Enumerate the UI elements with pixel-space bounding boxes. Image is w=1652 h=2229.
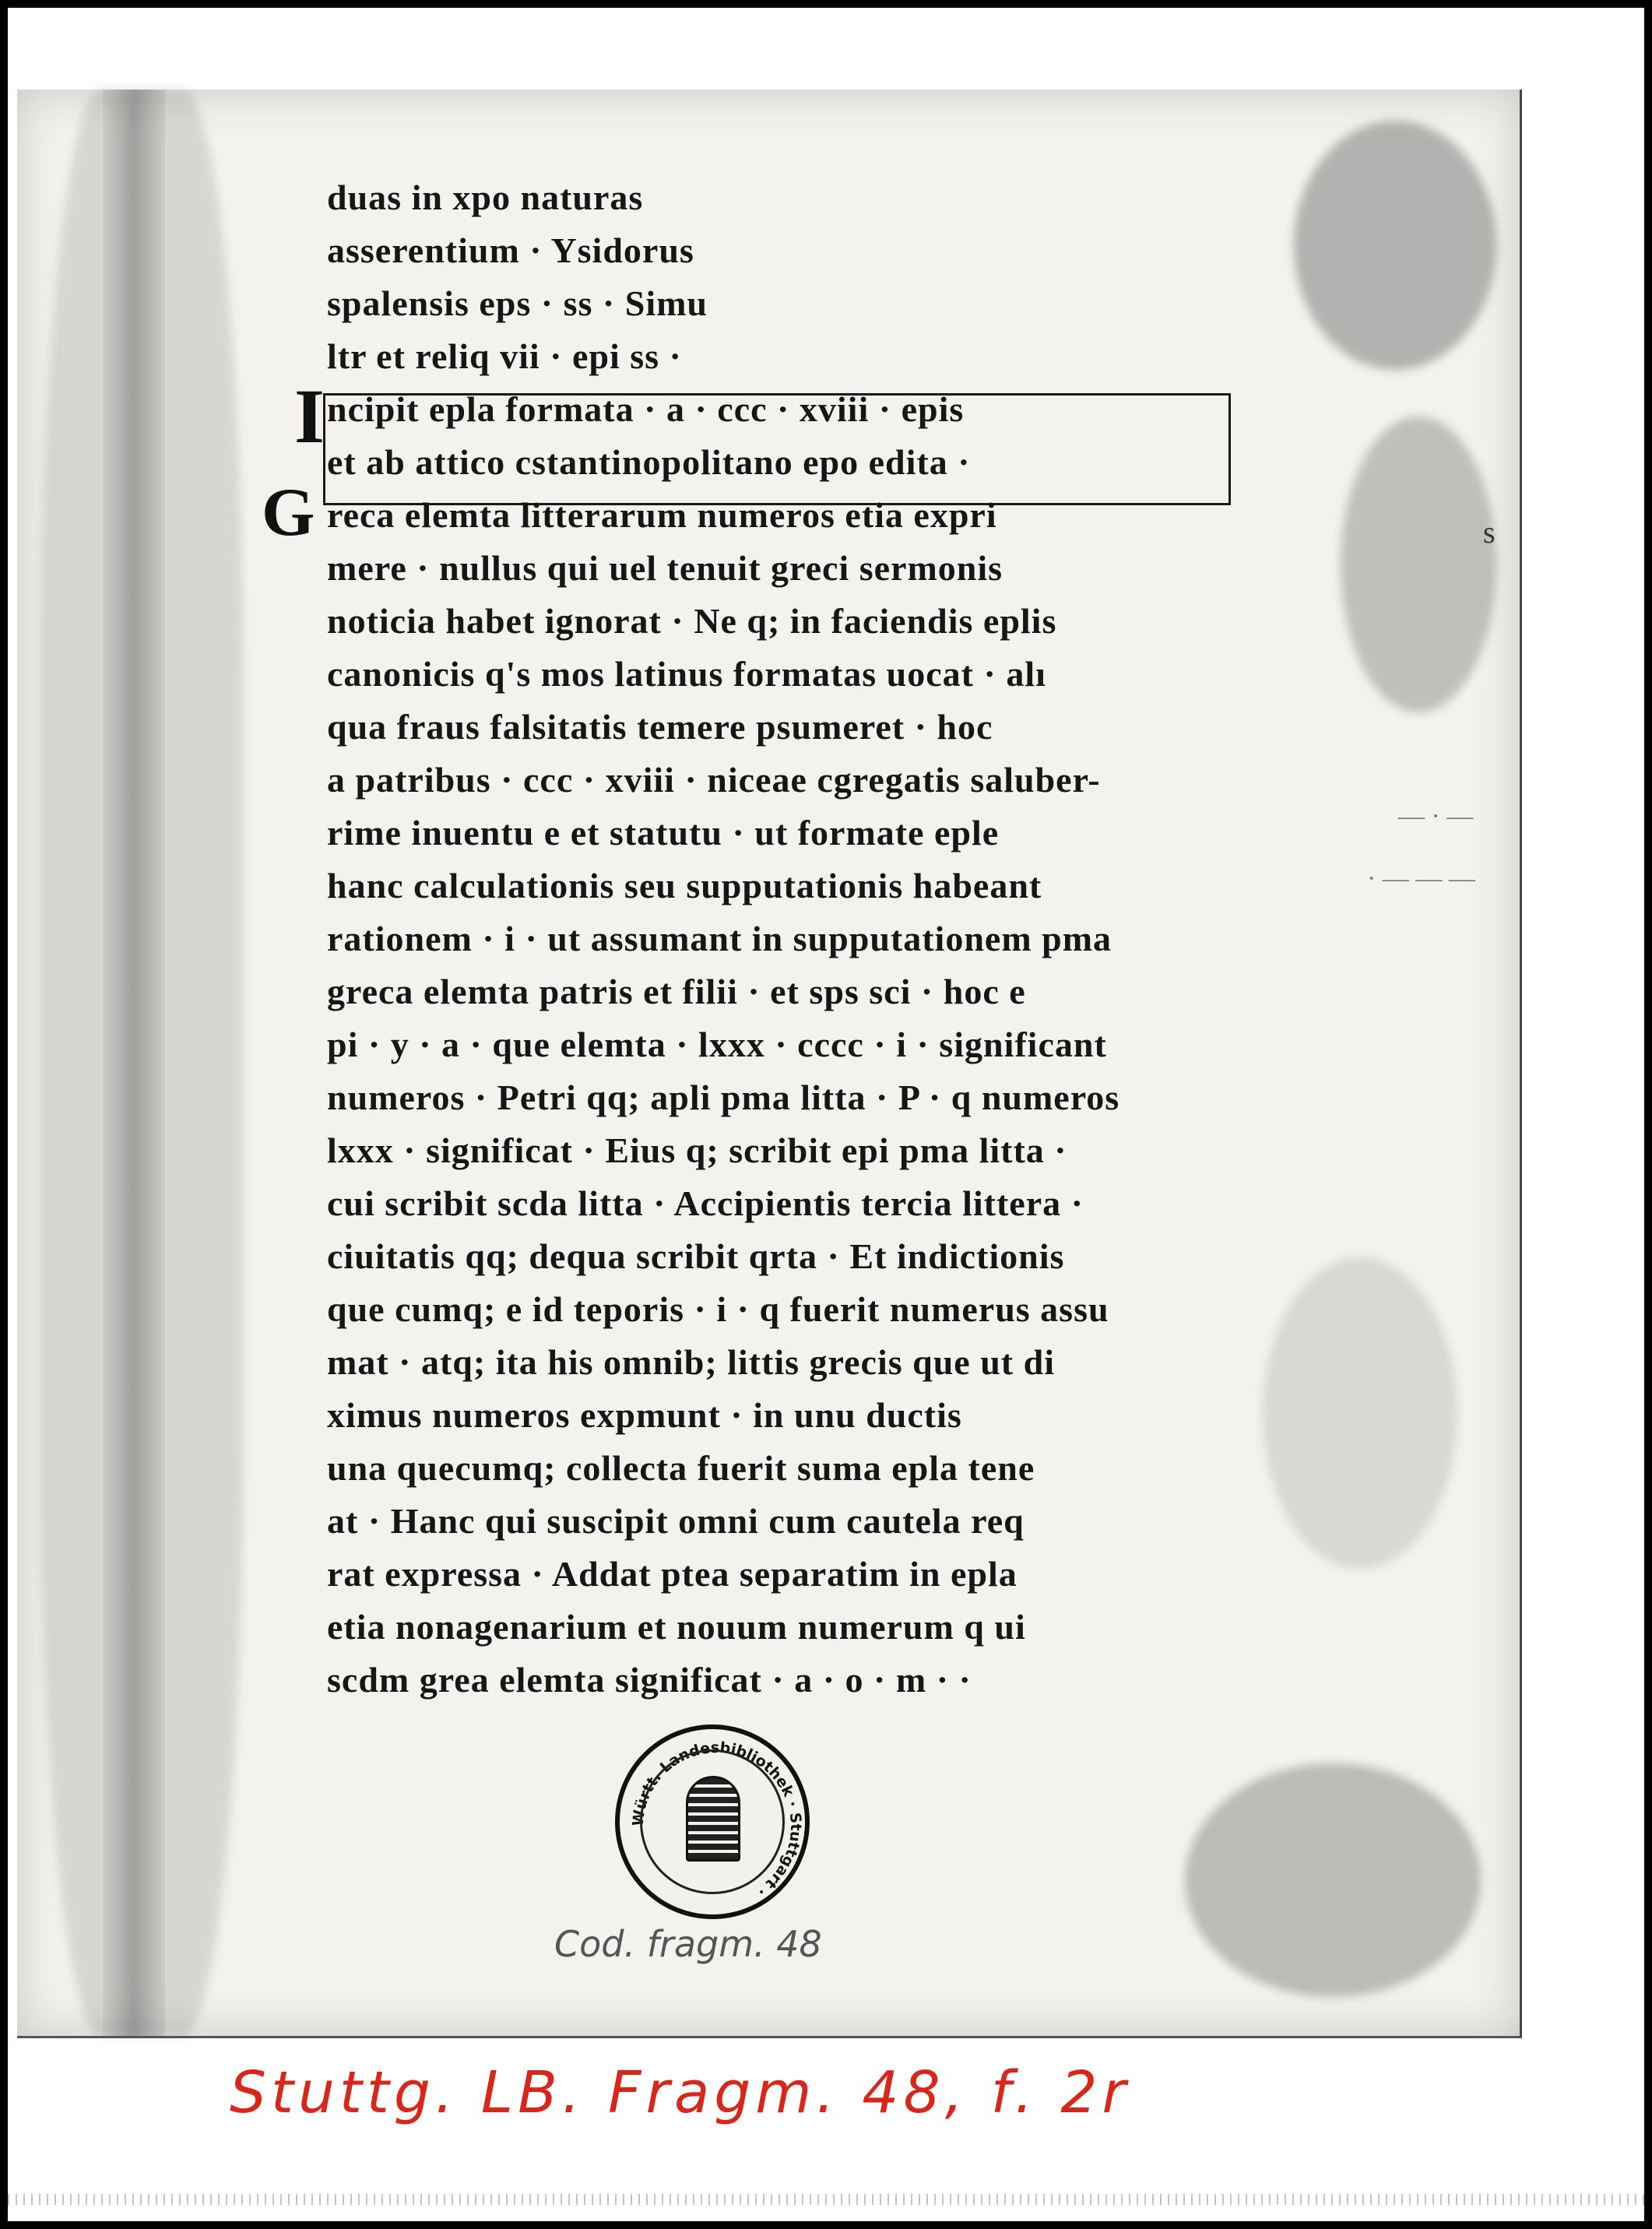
initial-letter-i: I bbox=[294, 373, 325, 459]
text-line: numeros · Petri qq; apli pma litta · P · q numeros bbox=[327, 1078, 1120, 1117]
text-line: reca elemta litterarum numeros etia expri bbox=[327, 495, 997, 535]
text-line: noticia habet ignorat · Ne q; in faciendis eplis bbox=[327, 601, 1057, 641]
rubric-line: et ab attico cstantinopolitano epo edita · bbox=[327, 442, 971, 482]
text-line: greca elemta patris et filii · et sps sci · hoc e bbox=[327, 972, 1026, 1011]
text-line: lxxx · significat · Eius q; scribit epi pma litta · bbox=[327, 1130, 1067, 1170]
text-line: rat expressa · Addat ptea separatim in epla bbox=[327, 1554, 1018, 1594]
text-line: rationem · i · ut assumant in supputationem pma bbox=[327, 919, 1112, 958]
folio-caption: Stuttg. LB. Fragm. 48, f. 2r bbox=[230, 2059, 1130, 2126]
text-line: cui scribit scda litta · Accipientis tercia littera · bbox=[327, 1183, 1084, 1223]
scale-ruler bbox=[8, 2194, 1644, 2205]
text-line: scdm grea elemta significat · a · o · m · · bbox=[327, 1660, 972, 1700]
text-line: rime inuentu e et statutu · ut formate eple bbox=[327, 813, 1000, 853]
text-line: asserentium · Ysidorus bbox=[327, 230, 694, 270]
text-line: ciuitatis qq; dequa scribit qrta · Et indictionis bbox=[327, 1236, 1065, 1276]
margin-note-mark: s bbox=[1483, 515, 1496, 550]
text-line: ltr et reliq vii · epi ss · bbox=[327, 336, 682, 376]
text-line: spalensis eps · ss · Simu bbox=[327, 283, 708, 323]
manuscript-text bbox=[327, 171, 1261, 1707]
stain bbox=[1185, 1763, 1481, 1997]
stain bbox=[1341, 417, 1496, 712]
stain bbox=[40, 90, 243, 2036]
text-line: qua fraus falsitatis temere psumeret · hoc bbox=[327, 707, 993, 747]
text-line: mere · nullus qui uel tenuit greci sermonis bbox=[327, 548, 1004, 588]
text-line: pi · y · a · que elemta · lxxx · cccc · i · significant bbox=[327, 1025, 1107, 1064]
margin-note-mark: · — — — bbox=[1367, 864, 1475, 893]
text-line: hanc calculationis seu supputationis habeant bbox=[327, 866, 1042, 905]
text-line: a patribus · ccc · xviii · niceae cgregatis saluber- bbox=[327, 760, 1101, 800]
text-line: mat · atq; ita his omnib; littis grecis que ut di bbox=[327, 1342, 1055, 1382]
text-line: canonicis q's mos latinus formatas uocat · alı bbox=[327, 654, 1046, 694]
text-line: duas in xpo naturas bbox=[327, 178, 644, 217]
stamp-emblem-icon bbox=[686, 1776, 740, 1862]
margin-note-mark: — · — bbox=[1398, 802, 1474, 831]
text-line: at · Hanc qui suscipit omni cum cautela req bbox=[327, 1501, 1025, 1541]
text-line: etia nonagenarium et nouum numerum q ui bbox=[327, 1607, 1026, 1647]
shelfmark-pencil-note: Cod. fragm. 48 bbox=[554, 1923, 822, 1965]
text-line: que cumq; e id teporis · i · q fuerit numerus assu bbox=[327, 1289, 1109, 1329]
text-line: una quecumq; collecta fuerit suma epla tene bbox=[327, 1448, 1035, 1488]
initial-letter-g: G bbox=[262, 475, 315, 550]
stain bbox=[1263, 1257, 1457, 1569]
stain bbox=[1294, 121, 1496, 370]
library-stamp bbox=[615, 1724, 810, 1919]
text-line: ximus numeros expmunt · in unu ductis bbox=[327, 1395, 962, 1435]
rubric-line: ncipit epla formata · a · ccc · xviii · epis bbox=[327, 389, 965, 429]
stamp-text: Württ. Landesbibliothek · Stuttgart · bbox=[629, 1739, 805, 1900]
